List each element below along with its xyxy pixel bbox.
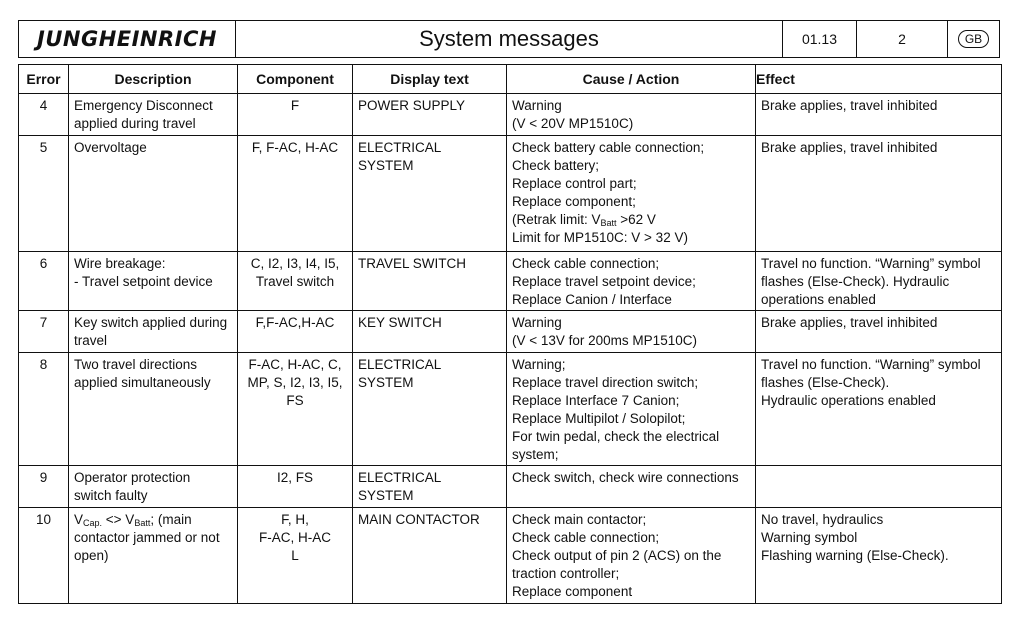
cause-action-cell: Warning; Replace travel direction switch; Replace Interface 7 Canion; Replace Multipilot / Solopilot; For twin pedal, check the electrical system; <box>507 353 756 466</box>
cause-action-cell: Check main contactor; Check cable connection; Check output of pin 2 (ACS) on the traction controller; Replace component <box>507 508 756 604</box>
error-code: 7 <box>19 311 69 353</box>
column-header-component: Component <box>238 65 353 94</box>
cause-action-cell: Check switch, check wire connections <box>507 466 756 508</box>
system-messages-table <box>18 64 1002 604</box>
table-row <box>19 252 1002 311</box>
effect-cell: Brake applies, travel inhibited <box>756 311 1002 353</box>
table-header-row <box>19 65 1002 94</box>
description-cell: Two travel directions applied simultaneously <box>69 353 238 466</box>
error-code: 9 <box>19 466 69 508</box>
error-code: 5 <box>19 136 69 252</box>
effect-cell: Brake applies, travel inhibited <box>756 136 1002 252</box>
brand-logo: JUNGHEINRICH <box>19 21 236 57</box>
cause-action-cell: Warning (V < 13V for 200ms MP1510C) <box>507 311 756 353</box>
effect-cell: Travel no function. “Warning” symbol flashes (Else-Check). Hydraulic operations enabled <box>756 252 1002 311</box>
table-row <box>19 136 1002 252</box>
component-cell: I2, FS <box>238 466 353 508</box>
display-text-cell: ELECTRICAL SYSTEM <box>353 466 507 508</box>
revision-date: 01.13 <box>783 21 857 57</box>
display-text-cell: KEY SWITCH <box>353 311 507 353</box>
table-row <box>19 466 1002 508</box>
language-code: GB <box>958 30 989 48</box>
effect-cell <box>756 466 1002 508</box>
display-text-cell: ELECTRICAL SYSTEM <box>353 136 507 252</box>
table-row <box>19 353 1002 466</box>
effect-cell: No travel, hydraulics Warning symbol Flashing warning (Else-Check). <box>756 508 1002 604</box>
column-header-display-text: Display text <box>353 65 507 94</box>
description-cell: Operator protection switch faulty <box>69 466 238 508</box>
table-row <box>19 508 1002 604</box>
table-row <box>19 94 1002 136</box>
component-cell: C, I2, I3, I4, I5, Travel switch <box>238 252 353 311</box>
display-text-cell: MAIN CONTACTOR <box>353 508 507 604</box>
component-cell: F-AC, H-AC, C, MP, S, I2, I3, I5, FS <box>238 353 353 466</box>
cause-action-cell: Warning (V < 20V MP1510C) <box>507 94 756 136</box>
column-header-description: Description <box>69 65 238 94</box>
error-code: 8 <box>19 353 69 466</box>
cause-action-cell: Check cable connection; Replace travel setpoint device; Replace Canion / Interface <box>507 252 756 311</box>
error-code: 10 <box>19 508 69 604</box>
error-code: 6 <box>19 252 69 311</box>
page-number: 2 <box>857 21 948 57</box>
effect-cell: Brake applies, travel inhibited <box>756 94 1002 136</box>
column-header-error: Error <box>19 65 69 94</box>
document-header <box>18 20 1000 58</box>
display-text-cell: TRAVEL SWITCH <box>353 252 507 311</box>
description-cell: $V_{Cap.} <> V_{Batt}$; (main contactor jammed or not open) <box>69 508 238 604</box>
description-cell: Wire breakage: - Travel setpoint device <box>69 252 238 311</box>
description-cell: Key switch applied during travel <box>69 311 238 353</box>
component-cell: F <box>238 94 353 136</box>
page-title: System messages <box>236 21 783 57</box>
language-badge <box>948 21 999 57</box>
component-cell: F, H, F-AC, H-AC L <box>238 508 353 604</box>
display-text-cell: POWER SUPPLY <box>353 94 507 136</box>
column-header-cause-action: Cause / Action <box>507 65 756 94</box>
column-header-effect: Effect <box>756 65 1002 94</box>
component-cell: F,F-AC,H-AC <box>238 311 353 353</box>
display-text-cell: ELECTRICAL SYSTEM <box>353 353 507 466</box>
component-cell: F, F-AC, H-AC <box>238 136 353 252</box>
cause-action-cell: Check battery cable connection; Check battery; Replace control part; Replace component; (Retrak limit: $V_{Batt} >62$ V Limit for MP1510C: V > 32 V) <box>507 136 756 252</box>
description-cell: Overvoltage <box>69 136 238 252</box>
error-code: 4 <box>19 94 69 136</box>
description-cell: Emergency Disconnect applied during travel <box>69 94 238 136</box>
effect-cell: Travel no function. “Warning” symbol flashes (Else-Check). Hydraulic operations enabled <box>756 353 1002 466</box>
table-row <box>19 311 1002 353</box>
